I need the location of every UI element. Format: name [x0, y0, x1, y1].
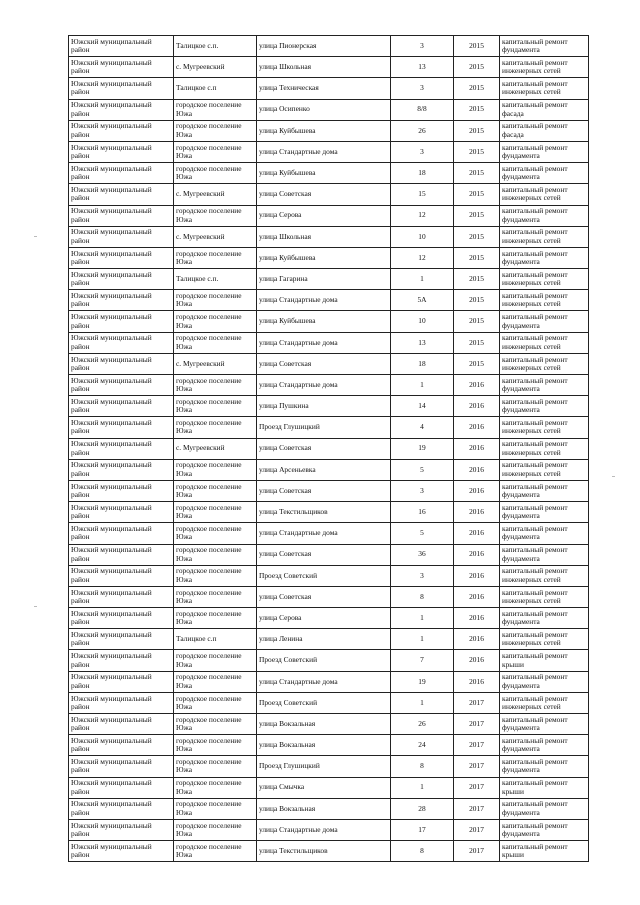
- street-cell: улица Текстильщиков: [257, 841, 391, 862]
- street-cell: улица Школьная: [257, 57, 391, 78]
- district-cell: Южский муниципальный район: [69, 99, 174, 120]
- house-number-cell: 13: [391, 332, 454, 353]
- table-row: [69, 544, 589, 565]
- house-number-cell: 12: [391, 247, 454, 268]
- house-number-cell: 3: [391, 78, 454, 99]
- table-row: [69, 226, 589, 247]
- district-cell: Южский муниципальный район: [69, 544, 174, 565]
- settlement-cell: городское поселение Южа: [174, 586, 257, 607]
- work-type-cell: капитальный ремонт крыши: [500, 841, 589, 862]
- street-cell: улица Куйбышева: [257, 311, 391, 332]
- street-cell: улица Советская: [257, 353, 391, 374]
- settlement-cell: с. Мугреевский: [174, 184, 257, 205]
- work-type-cell: капитальный ремонт инженерных сетей: [500, 417, 589, 438]
- house-number-cell: 3: [391, 565, 454, 586]
- street-cell: Проезд Советский: [257, 692, 391, 713]
- district-cell: Южский муниципальный район: [69, 523, 174, 544]
- street-cell: улица Школьная: [257, 226, 391, 247]
- year-cell: 2017: [454, 798, 500, 819]
- street-cell: улица Серова: [257, 608, 391, 629]
- table-row: [69, 311, 589, 332]
- year-cell: 2016: [454, 480, 500, 501]
- year-cell: 2016: [454, 502, 500, 523]
- table-row: [69, 650, 589, 671]
- work-type-cell: капитальный ремонт фундамента: [500, 311, 589, 332]
- house-number-cell: 3: [391, 141, 454, 162]
- table-row: [69, 332, 589, 353]
- street-cell: улица Техническая: [257, 78, 391, 99]
- settlement-cell: с. Мугреевский: [174, 438, 257, 459]
- house-number-cell: 13: [391, 57, 454, 78]
- house-number-cell: 18: [391, 163, 454, 184]
- district-cell: Южский муниципальный район: [69, 311, 174, 332]
- table-row: [69, 141, 589, 162]
- table-row: [69, 99, 589, 120]
- district-cell: Южский муниципальный район: [69, 798, 174, 819]
- district-cell: Южский муниципальный район: [69, 650, 174, 671]
- settlement-cell: Талицкое с.п: [174, 78, 257, 99]
- street-cell: улица Стандартные дома: [257, 141, 391, 162]
- year-cell: 2015: [454, 205, 500, 226]
- settlement-cell: городское поселение Южа: [174, 523, 257, 544]
- table-row: [69, 120, 589, 141]
- house-number-cell: 10: [391, 226, 454, 247]
- street-cell: улица Советская: [257, 586, 391, 607]
- table-row: [69, 57, 589, 78]
- work-type-cell: капитальный ремонт инженерных сетей: [500, 332, 589, 353]
- district-cell: Южский муниципальный район: [69, 586, 174, 607]
- year-cell: 2015: [454, 78, 500, 99]
- district-cell: Южский муниципальный район: [69, 841, 174, 862]
- work-type-cell: капитальный ремонт крыши: [500, 650, 589, 671]
- street-cell: Проезд Глушицкий: [257, 756, 391, 777]
- table-row: [69, 36, 589, 57]
- house-number-cell: 7: [391, 650, 454, 671]
- street-cell: улица Советская: [257, 480, 391, 501]
- house-number-cell: 36: [391, 544, 454, 565]
- work-type-cell: капитальный ремонт фасада: [500, 120, 589, 141]
- district-cell: Южский муниципальный район: [69, 396, 174, 417]
- street-cell: улица Смычка: [257, 777, 391, 798]
- district-cell: Южский муниципальный район: [69, 459, 174, 480]
- work-type-cell: капитальный ремонт инженерных сетей: [500, 629, 589, 650]
- house-number-cell: 1: [391, 777, 454, 798]
- house-number-cell: 17: [391, 819, 454, 840]
- settlement-cell: городское поселение Южа: [174, 692, 257, 713]
- settlement-cell: городское поселение Южа: [174, 99, 257, 120]
- scan-mark: [34, 236, 37, 237]
- district-cell: Южский муниципальный район: [69, 36, 174, 57]
- street-cell: улица Стандартные дома: [257, 290, 391, 311]
- year-cell: 2016: [454, 417, 500, 438]
- district-cell: Южский муниципальный район: [69, 480, 174, 501]
- table-row: [69, 480, 589, 501]
- street-cell: улица Стандартные дома: [257, 375, 391, 396]
- year-cell: 2015: [454, 36, 500, 57]
- settlement-cell: городское поселение Южа: [174, 375, 257, 396]
- table-row: [69, 290, 589, 311]
- street-cell: улица Вокзальная: [257, 735, 391, 756]
- table-row: [69, 714, 589, 735]
- street-cell: улица Пушкина: [257, 396, 391, 417]
- work-type-cell: капитальный ремонт фундамента: [500, 671, 589, 692]
- district-cell: Южский муниципальный район: [69, 375, 174, 396]
- year-cell: 2017: [454, 692, 500, 713]
- settlement-cell: городское поселение Южа: [174, 480, 257, 501]
- house-number-cell: 24: [391, 735, 454, 756]
- work-type-cell: капитальный ремонт фундамента: [500, 714, 589, 735]
- house-number-cell: 3: [391, 36, 454, 57]
- work-type-cell: капитальный ремонт фундамента: [500, 608, 589, 629]
- work-type-cell: капитальный ремонт фундамента: [500, 247, 589, 268]
- work-type-cell: капитальный ремонт инженерных сетей: [500, 438, 589, 459]
- house-number-cell: 26: [391, 714, 454, 735]
- house-number-cell: 1: [391, 608, 454, 629]
- work-type-cell: капитальный ремонт фундамента: [500, 756, 589, 777]
- work-type-cell: капитальный ремонт инженерных сетей: [500, 290, 589, 311]
- settlement-cell: городское поселение Южа: [174, 544, 257, 565]
- district-cell: Южский муниципальный район: [69, 226, 174, 247]
- year-cell: 2017: [454, 735, 500, 756]
- year-cell: 2015: [454, 226, 500, 247]
- year-cell: 2016: [454, 438, 500, 459]
- work-type-cell: капитальный ремонт инженерных сетей: [500, 269, 589, 290]
- work-type-cell: капитальный ремонт инженерных сетей: [500, 459, 589, 480]
- year-cell: 2017: [454, 819, 500, 840]
- work-type-cell: капитальный ремонт инженерных сетей: [500, 353, 589, 374]
- year-cell: 2015: [454, 290, 500, 311]
- house-number-cell: 5А: [391, 290, 454, 311]
- house-number-cell: 8: [391, 586, 454, 607]
- settlement-cell: городское поселение Южа: [174, 565, 257, 586]
- work-type-cell: капитальный ремонт фундамента: [500, 523, 589, 544]
- year-cell: 2015: [454, 141, 500, 162]
- table-row: [69, 671, 589, 692]
- table-row: [69, 735, 589, 756]
- work-type-cell: капитальный ремонт фундамента: [500, 375, 589, 396]
- settlement-cell: городское поселение Южа: [174, 417, 257, 438]
- street-cell: Проезд Глушицкий: [257, 417, 391, 438]
- house-number-cell: 5: [391, 523, 454, 544]
- table-body: [69, 36, 589, 862]
- year-cell: 2015: [454, 184, 500, 205]
- work-type-cell: капитальный ремонт крыши: [500, 777, 589, 798]
- district-cell: Южский муниципальный район: [69, 629, 174, 650]
- house-number-cell: 18: [391, 353, 454, 374]
- district-cell: Южский муниципальный район: [69, 608, 174, 629]
- table-row: [69, 565, 589, 586]
- year-cell: 2016: [454, 375, 500, 396]
- work-type-cell: капитальный ремонт инженерных сетей: [500, 586, 589, 607]
- district-cell: Южский муниципальный район: [69, 290, 174, 311]
- settlement-cell: городское поселение Южа: [174, 671, 257, 692]
- settlement-cell: городское поселение Южа: [174, 777, 257, 798]
- work-type-cell: капитальный ремонт фундамента: [500, 735, 589, 756]
- street-cell: улица Советская: [257, 544, 391, 565]
- settlement-cell: городское поселение Южа: [174, 798, 257, 819]
- house-number-cell: 3: [391, 480, 454, 501]
- house-number-cell: 8/8: [391, 99, 454, 120]
- work-type-cell: капитальный ремонт фундамента: [500, 819, 589, 840]
- year-cell: 2016: [454, 544, 500, 565]
- table-row: [69, 586, 589, 607]
- table-row: [69, 353, 589, 374]
- work-type-cell: капитальный ремонт фасада: [500, 99, 589, 120]
- settlement-cell: городское поселение Южа: [174, 396, 257, 417]
- year-cell: 2017: [454, 714, 500, 735]
- settlement-cell: с. Мугреевский: [174, 226, 257, 247]
- year-cell: 2016: [454, 629, 500, 650]
- year-cell: 2016: [454, 565, 500, 586]
- work-type-cell: капитальный ремонт фундамента: [500, 480, 589, 501]
- year-cell: 2015: [454, 120, 500, 141]
- table-row: [69, 692, 589, 713]
- table-row: [69, 205, 589, 226]
- table-row: [69, 523, 589, 544]
- work-type-cell: капитальный ремонт инженерных сетей: [500, 78, 589, 99]
- year-cell: 2015: [454, 247, 500, 268]
- work-type-cell: капитальный ремонт инженерных сетей: [500, 226, 589, 247]
- table-row: [69, 756, 589, 777]
- district-cell: Южский муниципальный район: [69, 247, 174, 268]
- street-cell: улица Пионерская: [257, 36, 391, 57]
- year-cell: 2016: [454, 396, 500, 417]
- year-cell: 2017: [454, 777, 500, 798]
- house-number-cell: 8: [391, 841, 454, 862]
- repair-schedule-table: [68, 35, 589, 862]
- table-row: [69, 417, 589, 438]
- house-number-cell: 4: [391, 417, 454, 438]
- table-row: [69, 629, 589, 650]
- street-cell: улица Стандартные дома: [257, 819, 391, 840]
- house-number-cell: 1: [391, 375, 454, 396]
- house-number-cell: 1: [391, 269, 454, 290]
- house-number-cell: 1: [391, 629, 454, 650]
- street-cell: улица Текстильщиков: [257, 502, 391, 523]
- district-cell: Южский муниципальный район: [69, 57, 174, 78]
- street-cell: улица Гагарина: [257, 269, 391, 290]
- work-type-cell: капитальный ремонт инженерных сетей: [500, 692, 589, 713]
- house-number-cell: 16: [391, 502, 454, 523]
- district-cell: Южский муниципальный район: [69, 184, 174, 205]
- table-row: [69, 269, 589, 290]
- district-cell: Южский муниципальный район: [69, 269, 174, 290]
- street-cell: улица Куйбышева: [257, 247, 391, 268]
- table-row: [69, 459, 589, 480]
- settlement-cell: городское поселение Южа: [174, 163, 257, 184]
- work-type-cell: капитальный ремонт фундамента: [500, 141, 589, 162]
- house-number-cell: 5: [391, 459, 454, 480]
- year-cell: 2017: [454, 841, 500, 862]
- table-row: [69, 438, 589, 459]
- work-type-cell: капитальный ремонт фундамента: [500, 798, 589, 819]
- work-type-cell: капитальный ремонт фундамента: [500, 163, 589, 184]
- district-cell: Южский муниципальный район: [69, 777, 174, 798]
- table-row: [69, 163, 589, 184]
- district-cell: Южский муниципальный район: [69, 438, 174, 459]
- house-number-cell: 15: [391, 184, 454, 205]
- district-cell: Южский муниципальный район: [69, 332, 174, 353]
- work-type-cell: капитальный ремонт инженерных сетей: [500, 57, 589, 78]
- year-cell: 2016: [454, 523, 500, 544]
- year-cell: 2015: [454, 269, 500, 290]
- year-cell: 2015: [454, 99, 500, 120]
- year-cell: 2015: [454, 353, 500, 374]
- settlement-cell: городское поселение Южа: [174, 459, 257, 480]
- settlement-cell: городское поселение Южа: [174, 756, 257, 777]
- work-type-cell: капитальный ремонт инженерных сетей: [500, 565, 589, 586]
- street-cell: улица Куйбышева: [257, 120, 391, 141]
- work-type-cell: капитальный ремонт фундамента: [500, 502, 589, 523]
- street-cell: улица Стандартные дома: [257, 523, 391, 544]
- settlement-cell: городское поселение Южа: [174, 332, 257, 353]
- house-number-cell: 26: [391, 120, 454, 141]
- district-cell: Южский муниципальный район: [69, 417, 174, 438]
- table-row: [69, 502, 589, 523]
- settlement-cell: городское поселение Южа: [174, 141, 257, 162]
- scan-mark: [34, 606, 37, 607]
- settlement-cell: городское поселение Южа: [174, 502, 257, 523]
- scan-mark: [612, 476, 615, 477]
- settlement-cell: городское поселение Южа: [174, 714, 257, 735]
- work-type-cell: капитальный ремонт фундамента: [500, 205, 589, 226]
- year-cell: 2016: [454, 671, 500, 692]
- district-cell: Южский муниципальный район: [69, 141, 174, 162]
- settlement-cell: городское поселение Южа: [174, 205, 257, 226]
- year-cell: 2016: [454, 586, 500, 607]
- street-cell: улица Стандартные дома: [257, 332, 391, 353]
- district-cell: Южский муниципальный район: [69, 819, 174, 840]
- district-cell: Южский муниципальный район: [69, 692, 174, 713]
- year-cell: 2016: [454, 459, 500, 480]
- street-cell: улица Вокзальная: [257, 798, 391, 819]
- table-row: [69, 608, 589, 629]
- house-number-cell: 28: [391, 798, 454, 819]
- street-cell: улица Стандартные дома: [257, 671, 391, 692]
- settlement-cell: городское поселение Южа: [174, 311, 257, 332]
- table-row: [69, 841, 589, 862]
- year-cell: 2015: [454, 332, 500, 353]
- house-number-cell: 19: [391, 438, 454, 459]
- work-type-cell: капитальный ремонт инженерных сетей: [500, 184, 589, 205]
- table-row: [69, 819, 589, 840]
- district-cell: Южский муниципальный район: [69, 735, 174, 756]
- work-type-cell: капитальный ремонт фундамента: [500, 544, 589, 565]
- district-cell: Южский муниципальный район: [69, 714, 174, 735]
- settlement-cell: городское поселение Южа: [174, 120, 257, 141]
- table-row: [69, 798, 589, 819]
- table-row: [69, 78, 589, 99]
- district-cell: Южский муниципальный район: [69, 163, 174, 184]
- settlement-cell: городское поселение Южа: [174, 608, 257, 629]
- street-cell: улица Осипенко: [257, 99, 391, 120]
- settlement-cell: городское поселение Южа: [174, 841, 257, 862]
- district-cell: Южский муниципальный район: [69, 120, 174, 141]
- year-cell: 2015: [454, 57, 500, 78]
- table-row: [69, 375, 589, 396]
- street-cell: Проезд Советский: [257, 565, 391, 586]
- work-type-cell: капитальный ремонт фундамента: [500, 36, 589, 57]
- year-cell: 2016: [454, 650, 500, 671]
- street-cell: улица Серова: [257, 205, 391, 226]
- settlement-cell: Талицкое с.п: [174, 629, 257, 650]
- street-cell: улица Ленина: [257, 629, 391, 650]
- year-cell: 2016: [454, 608, 500, 629]
- year-cell: 2015: [454, 311, 500, 332]
- house-number-cell: 14: [391, 396, 454, 417]
- settlement-cell: с. Мугреевский: [174, 353, 257, 374]
- settlement-cell: Талицкое с.п.: [174, 36, 257, 57]
- settlement-cell: городское поселение Южа: [174, 735, 257, 756]
- district-cell: Южский муниципальный район: [69, 502, 174, 523]
- district-cell: Южский муниципальный район: [69, 205, 174, 226]
- settlement-cell: с. Мугреевский: [174, 57, 257, 78]
- settlement-cell: городское поселение Южа: [174, 290, 257, 311]
- year-cell: 2017: [454, 756, 500, 777]
- district-cell: Южский муниципальный район: [69, 671, 174, 692]
- street-cell: Проезд Советский: [257, 650, 391, 671]
- settlement-cell: городское поселение Южа: [174, 650, 257, 671]
- house-number-cell: 8: [391, 756, 454, 777]
- street-cell: улица Вокзальная: [257, 714, 391, 735]
- settlement-cell: городское поселение Южа: [174, 247, 257, 268]
- street-cell: улица Советская: [257, 184, 391, 205]
- work-type-cell: капитальный ремонт фундамента: [500, 396, 589, 417]
- district-cell: Южский муниципальный район: [69, 756, 174, 777]
- year-cell: 2015: [454, 163, 500, 184]
- table-row: [69, 184, 589, 205]
- street-cell: улица Куйбышева: [257, 163, 391, 184]
- table-row: [69, 396, 589, 417]
- district-cell: Южский муниципальный район: [69, 353, 174, 374]
- house-number-cell: 10: [391, 311, 454, 332]
- district-cell: Южский муниципальный район: [69, 78, 174, 99]
- table-row: [69, 247, 589, 268]
- district-cell: Южский муниципальный район: [69, 565, 174, 586]
- settlement-cell: Талицкое с.п.: [174, 269, 257, 290]
- house-number-cell: 1: [391, 692, 454, 713]
- settlement-cell: городское поселение Южа: [174, 819, 257, 840]
- street-cell: улица Советская: [257, 438, 391, 459]
- table-row: [69, 777, 589, 798]
- house-number-cell: 19: [391, 671, 454, 692]
- house-number-cell: 12: [391, 205, 454, 226]
- street-cell: улица Арсеньевка: [257, 459, 391, 480]
